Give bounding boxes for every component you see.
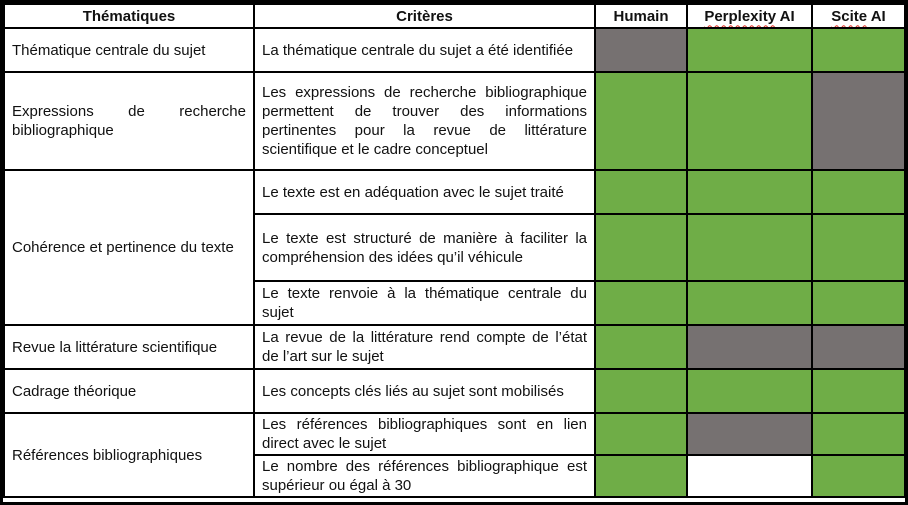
rating-cell-scite [812, 281, 905, 325]
rating-cell-perplexity [687, 369, 812, 413]
column-header-scite-ai [812, 4, 905, 28]
rating-cell-perplexity [687, 214, 812, 281]
rating-cell-scite [812, 214, 905, 281]
rating-cell-perplexity [687, 325, 812, 369]
table-row [4, 369, 905, 413]
criterion-cell: Les références bibliographiques sont en lien direct avec le sujet [254, 413, 595, 455]
rating-cell-scite [812, 369, 905, 413]
theme-cell: Thématique centrale du sujet [4, 28, 254, 72]
rating-cell-scite [812, 413, 905, 455]
criterion-cell: Les concepts clés liés au sujet sont mobilisés [254, 369, 595, 413]
rating-cell-perplexity [687, 281, 812, 325]
criterion-cell: Le texte renvoie à la thématique centrale du sujet [254, 281, 595, 325]
rating-cell-humain [595, 72, 687, 170]
table-row [4, 72, 905, 170]
rating-cell-perplexity [687, 170, 812, 214]
rating-cell-humain [595, 413, 687, 455]
criterion-cell: Le texte est en adéquation avec le sujet traité [254, 170, 595, 214]
criterion-cell: Les expressions de recherche bibliographique permettent de trouver des informations pertinentes pour la revue de littérature scientifique et le cadre conceptuel [254, 72, 595, 170]
theme-cell: Expressions de recherche bibliographique [4, 72, 254, 170]
theme-cell: Cohérence et pertinence du texte [4, 170, 254, 325]
header-row [4, 4, 905, 28]
criterion-cell: Le nombre des références bibliographique est supérieur ou égal à 30 [254, 455, 595, 497]
rating-cell-humain [595, 325, 687, 369]
column-header-scite-suffix: AI [867, 7, 886, 25]
spellcheck-squiggle: Scite [831, 7, 868, 25]
rating-cell-humain [595, 281, 687, 325]
theme-cell: Cadrage théorique [4, 369, 254, 413]
theme-cell: Références bibliographiques [4, 413, 254, 497]
rating-cell-scite [812, 72, 905, 170]
table-row [4, 28, 905, 72]
spellcheck-squiggle: Perplexity [704, 7, 777, 25]
criterion-cell: La thématique centrale du sujet a été identifiée [254, 28, 595, 72]
rating-cell-humain [595, 455, 687, 497]
rating-cell-humain [595, 214, 687, 281]
rating-cell-humain [595, 369, 687, 413]
rating-cell-perplexity [687, 413, 812, 455]
table-row [4, 413, 905, 455]
column-header-perplexity-suffix: AI [776, 7, 795, 25]
rating-cell-scite [812, 455, 905, 497]
rating-cell-perplexity [687, 72, 812, 170]
rating-cell-scite [812, 325, 905, 369]
evaluation-table [3, 3, 906, 498]
rating-cell-perplexity [687, 455, 812, 497]
theme-cell: Revue la littérature scientifique [4, 325, 254, 369]
column-header-thematiques: Thématiques [4, 4, 254, 28]
column-header-perplexity-ai [687, 4, 812, 28]
criterion-cell: La revue de la littérature rend compte de l’état de l’art sur le sujet [254, 325, 595, 369]
rating-cell-humain [595, 28, 687, 72]
rating-cell-scite [812, 170, 905, 214]
table-row [4, 170, 905, 214]
column-header-criteres: Critères [254, 4, 595, 28]
table-row [4, 325, 905, 369]
rating-cell-humain [595, 170, 687, 214]
rating-cell-perplexity [687, 28, 812, 72]
column-header-humain: Humain [595, 4, 687, 28]
rating-cell-scite [812, 28, 905, 72]
criterion-cell: Le texte est structuré de manière à faciliter la compréhension des idées qu’il véhicule [254, 214, 595, 281]
